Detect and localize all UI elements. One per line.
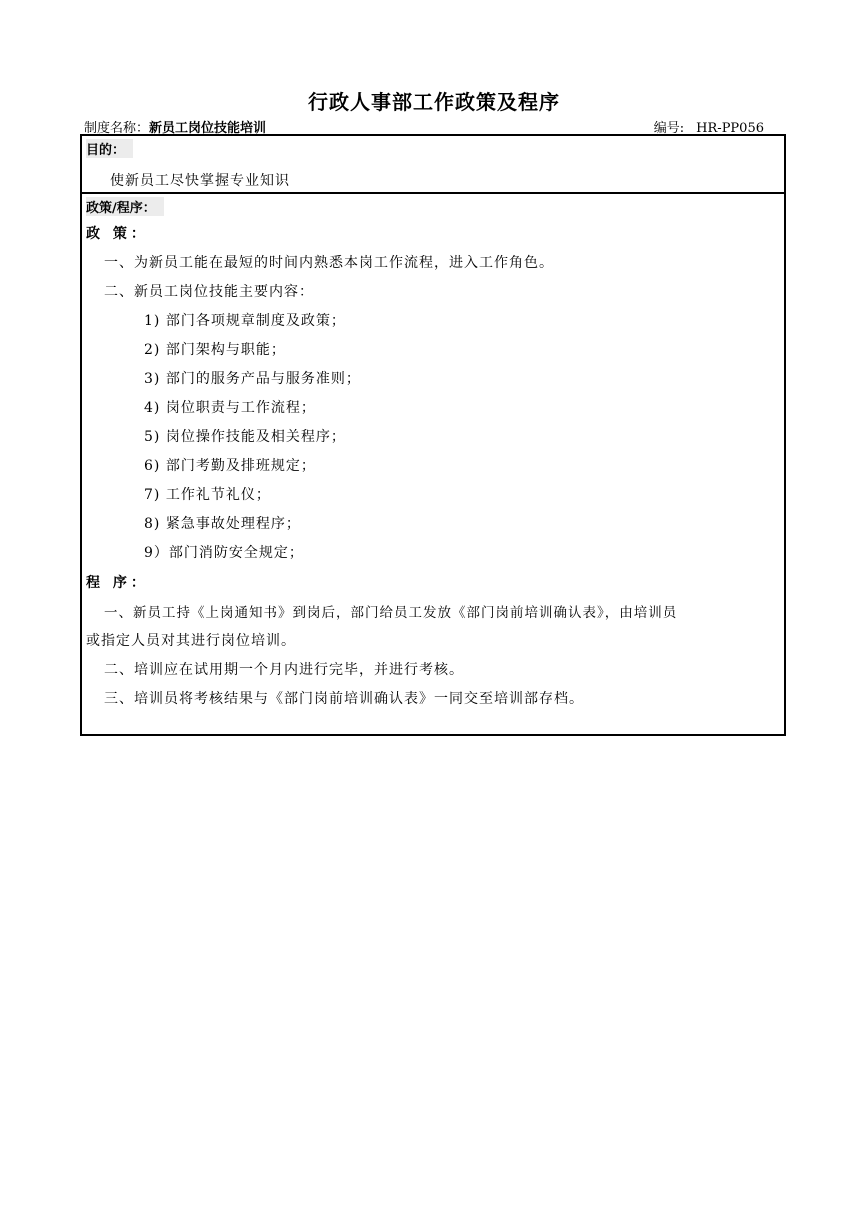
document-name-label: 制度名称： — [84, 121, 150, 136]
procedure-heading: 程 序： — [86, 575, 149, 591]
content-item-3: 3) 部门的服务产品与服务准则； — [144, 371, 361, 387]
purpose-text: 使新员工尽快掌握专业知识 — [110, 173, 290, 189]
content-item-8: 8) 紧急事故处理程序； — [144, 516, 301, 532]
policy-item-1: 一、为新员工能在最短的时间内熟悉本岗工作流程，进入工作角色。 — [104, 255, 554, 271]
content-item-1: 1) 部门各项规章制度及政策； — [144, 313, 346, 329]
procedure-step-1: 一、新员工持《上岗通知书》到岗后，部门给员工发放《部门岗前培训确认表》，由培训员 — [104, 605, 678, 621]
content-item-6: 6) 部门考勤及排班规定； — [144, 458, 316, 474]
policy-heading: 政 策： — [86, 226, 149, 242]
content-item-9: 9）部门消防安全规定； — [144, 545, 304, 561]
policy-item-2: 二、新员工岗位技能主要内容： — [104, 284, 314, 300]
page-title: 行政人事部工作政策及程序 — [308, 90, 560, 114]
procedure-step-2: 二、培训应在试用期一个月内进行完毕，并进行考核。 — [104, 662, 464, 678]
document-meta-row — [84, 117, 764, 135]
procedure-step-1-continued: 或指定人员对其进行岗位培训。 — [86, 633, 296, 649]
policy-procedure-label: 政策/程序： — [86, 197, 164, 216]
document-name-value: 新员工岗位技能培训 — [149, 121, 267, 136]
purpose-label: 目的： — [86, 139, 133, 158]
content-item-2: 2) 部门架构与职能； — [144, 342, 286, 358]
policy-table — [80, 134, 786, 736]
content-item-5: 5) 岗位操作技能及相关程序； — [144, 429, 346, 445]
content-item-4: 4) 岗位职责与工作流程； — [144, 400, 316, 416]
section-divider — [82, 192, 784, 194]
procedure-step-3: 三、培训员将考核结果与《部门岗前培训确认表》一同交至培训部存档。 — [104, 691, 584, 707]
document-code-label: 编号: — [653, 121, 685, 136]
content-item-7: 7) 工作礼节礼仪； — [144, 487, 271, 503]
document-code-value: HR-PP056 — [696, 121, 764, 136]
